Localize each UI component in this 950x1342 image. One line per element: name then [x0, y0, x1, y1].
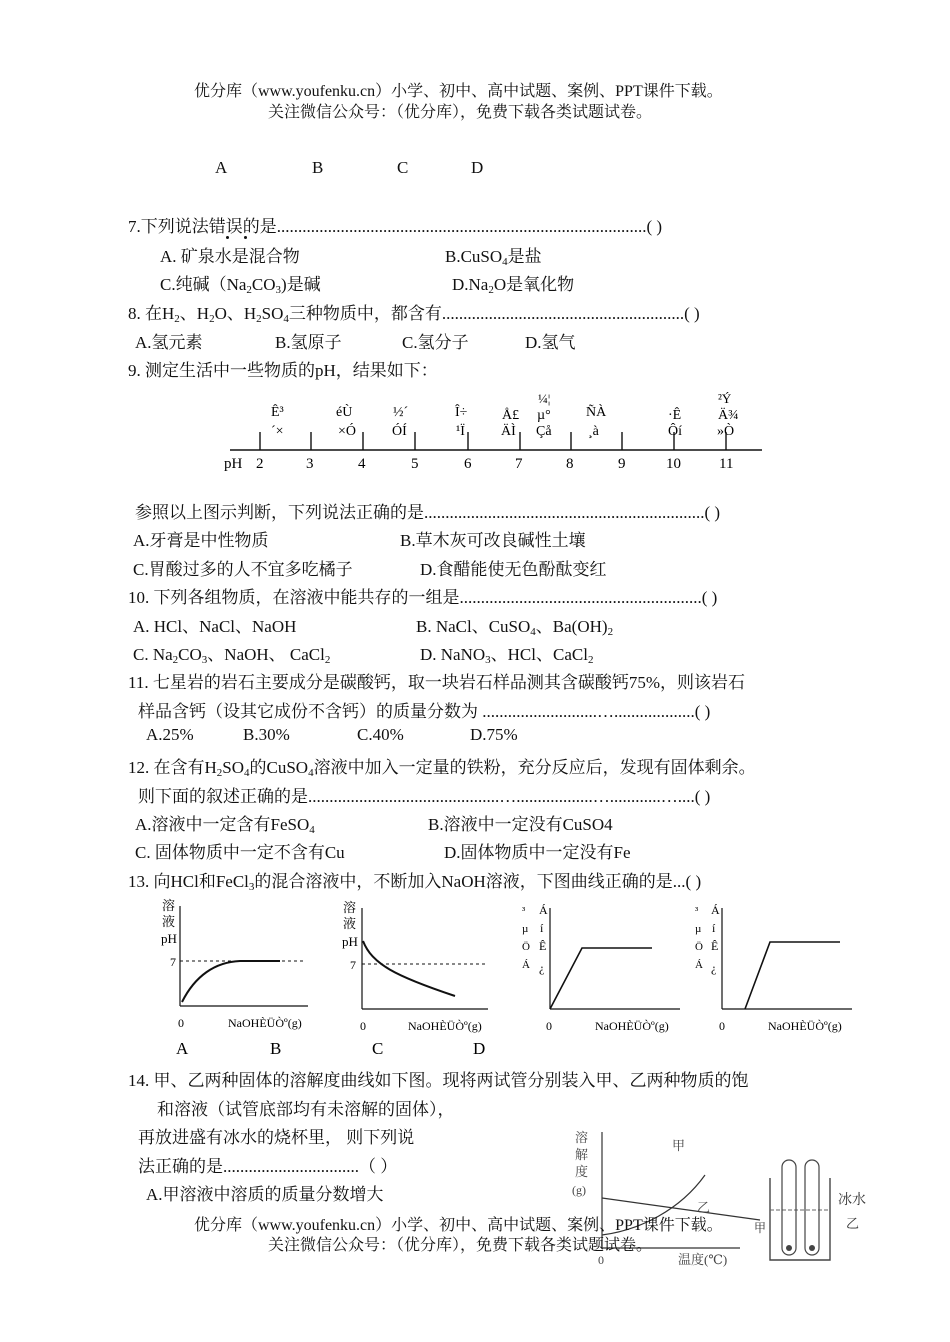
- q7-option-a: A. 矿泉水是混合物: [160, 247, 300, 266]
- graph-b-zero: 0: [360, 1019, 366, 1033]
- graph-c-ylabel: Ê: [539, 939, 547, 953]
- q9-option-b: B.草木灰可改良碱性土壤: [400, 531, 586, 550]
- ph-item-label: »Ò: [717, 424, 735, 439]
- emphasis-dot: [226, 236, 229, 239]
- graph-c-ylabel: ³: [522, 905, 526, 917]
- ph-tick-label: 8: [566, 456, 574, 472]
- ph-item-label: ¸à: [588, 424, 599, 439]
- graph-b-xlabel: NaOHÈÜÒº(g): [408, 1019, 482, 1033]
- ph-tick-label: 7: [515, 456, 523, 472]
- graph-c-ylabel: Á: [539, 903, 548, 917]
- ph-item-label: ÓÍ: [392, 424, 407, 439]
- q11-line2: 样品含钙（设其它成份不含钙）的质量分数为 ...........................…...................( ): [138, 702, 711, 721]
- ph-item-label: ²Ý: [718, 391, 732, 406]
- ph-item-label: Î÷: [455, 405, 468, 420]
- graph-d-ylabel: Ê: [711, 939, 719, 953]
- graph-c-label: D: [473, 1039, 486, 1058]
- q7-stem: 7.下列说法错误的是.......................................................................................( ): [128, 217, 663, 236]
- footer-line2: 关注微信公众号：（优分库），免费下载各类试题试卷。: [268, 1237, 653, 1254]
- graph-c-xlabel: NaOHÈÜÒº(g): [595, 1019, 669, 1033]
- solid-yi: [809, 1245, 815, 1251]
- graph-d-xlabel: NaOHÈÜÒº(g): [768, 1019, 842, 1033]
- graph-b-curve: [363, 941, 455, 996]
- q12-option-d: D.固体物质中一定没有Fe: [444, 843, 631, 862]
- ph-item-label: Çå: [536, 424, 552, 439]
- graph-d-ylabel: Á: [711, 903, 720, 917]
- graph-b-ylabel: 液: [343, 916, 357, 931]
- curve-label-jia: 甲: [672, 1138, 686, 1153]
- q12-option-b: B.溶液中一定没有CuSO4: [428, 815, 613, 834]
- q9-option-c: C.胃酸过多的人不宜多吃橘子: [133, 560, 353, 579]
- ph-tick-label: 6: [464, 456, 472, 472]
- q12-line2: 则下面的叙述正确的是.............................................…..................…............…....( ): [138, 787, 711, 806]
- q8-option-b: B.氢原子: [275, 333, 342, 352]
- q8-option-c: C.氢分子: [402, 333, 469, 352]
- ph-ticks: [260, 432, 726, 450]
- graph-c-ylabel: µ: [522, 923, 529, 935]
- solubility-xlabel: 温度(℃): [678, 1252, 728, 1267]
- ph-item-label: ÑÀ: [586, 405, 607, 420]
- q8-option-a: A.氢元素: [135, 333, 203, 352]
- q13-graphs: [0, 896, 950, 1061]
- q8-option-d: D.氢气: [525, 333, 576, 352]
- q12-option-a: A.溶液中一定含有FeSO$_4$: [135, 815, 315, 836]
- q14-option-a: A.甲溶液中溶质的质量分数增大: [146, 1185, 384, 1204]
- ph-item-label: ½´: [393, 405, 409, 420]
- solubility-zero: 0: [598, 1253, 604, 1267]
- ph-axis-label: pH: [224, 456, 243, 472]
- graph-a-ylabel: pH: [161, 931, 177, 946]
- top-label-b: B: [312, 158, 324, 177]
- graph-a-zero: 0: [178, 1016, 184, 1030]
- graph-d-zero: 0: [719, 1019, 725, 1033]
- q13-stem: 13. 向HCl和FeCl$_3$的混合溶液中，不断加入NaOH溶液，下图曲线正确的是...( ): [128, 872, 702, 893]
- ph-item-label: ¹Ï: [456, 424, 465, 439]
- q11-option-d: D.75%: [470, 725, 518, 744]
- graph-d-ylabel: ³: [695, 905, 699, 917]
- tube-label-yi: 乙: [846, 1216, 860, 1231]
- graph-b-ylabel: pH: [342, 934, 358, 949]
- graph-d-ylabel: µ: [695, 923, 702, 935]
- test-tube-yi: [805, 1160, 819, 1255]
- graph-label-b: B: [270, 1039, 282, 1058]
- beaker-illustration: [754, 1160, 866, 1260]
- ph-item-label: µ°: [537, 408, 551, 423]
- ph-tick-label: 5: [411, 456, 419, 472]
- top-label-d: D: [471, 158, 484, 177]
- q10-option-c: C. $Na_2CO_3$、NaOH、 CaCl$_2$: [133, 645, 331, 666]
- graph-d: [695, 903, 852, 1033]
- ph-item-label: Å£: [502, 408, 520, 423]
- beaker: [770, 1178, 830, 1260]
- solubility-ylabel: 度: [575, 1164, 589, 1179]
- test-tube-jia: [782, 1160, 796, 1255]
- ph-item-label: ×Ó: [338, 424, 357, 439]
- q7-option-d: $D.Na_2O$是氧化物: [452, 275, 575, 296]
- footer-line1: 优分库（www.youfenku.cn）小学、初中、高中试题、案例、PPT课件下载。: [194, 1217, 723, 1234]
- q10-option-d: D. NaNO$_3$、HCl、CaCl$_2$: [420, 645, 594, 666]
- ph-item-label: ·Ê: [668, 408, 682, 423]
- q12-line1: 12. 在含有$H_2SO_4$的CuSO$_4$溶液中加入一定量的铁粉，充分反应后，发现有固体剩余。: [128, 758, 756, 779]
- graph-b-seven: 7: [350, 958, 356, 972]
- graph-d-ylabel: í: [712, 921, 716, 935]
- graph-b-ylabel: 溶: [343, 900, 357, 915]
- header-line1: 优分库（www.youfenku.cn）小学、初中、高中试题、案例、PPT课件下载。: [194, 83, 723, 100]
- graph-a-label: A: [176, 1039, 189, 1058]
- q9-judge-stem: 参照以上图示判断，下列说法正确的是..................................................................( ): [135, 503, 721, 522]
- ph-tick-label: 3: [306, 456, 314, 472]
- graph-d-ylabel: Ö: [695, 941, 703, 953]
- graph-a-curve: [182, 961, 280, 1002]
- ice-water-label: 冰水: [838, 1193, 866, 1208]
- graph-a-ylabel: 溶: [162, 898, 176, 913]
- ph-tick-label: 11: [719, 456, 734, 472]
- graph-c-ylabel: ¿: [539, 961, 545, 975]
- curve-label-yi: 乙: [697, 1200, 711, 1215]
- top-label-c: C: [397, 158, 409, 177]
- ph-tick-label: 10: [666, 456, 681, 472]
- graph-a-ylabel: 液: [162, 914, 176, 929]
- ph-item-label: Ê³: [271, 405, 284, 420]
- q11-line1: 11. 七星岩的岩石主要成分是碳酸钙，取一块岩石样品测其含碳酸钙75%，则该岩石: [128, 673, 746, 692]
- solubility-ylabel: (g): [572, 1183, 586, 1197]
- graph-c-ylabel: Á: [522, 959, 530, 971]
- graph-d-ylabel: ¿: [711, 961, 717, 975]
- q7-option-c: C.纯碱$(Na_2CO_3)$是碱: [160, 275, 321, 296]
- q14-line3: 再放进盛有冰水的烧杯里， 则下列说: [138, 1128, 415, 1147]
- q9-option-d: D.食醋能使无色酚酞变红: [420, 560, 607, 579]
- ph-item-label: ¼¦: [538, 391, 551, 406]
- solid-jia: [786, 1245, 792, 1251]
- ph-item-label: ÄÌ: [501, 424, 516, 439]
- ph-item-label: Ôí: [668, 424, 682, 439]
- ph-item-label: Ä¾: [718, 408, 739, 423]
- graph-c-zero: 0: [546, 1019, 552, 1033]
- ph-item-label: ´×: [271, 424, 284, 439]
- q12-option-c: C. 固体物质中一定不含有Cu: [135, 843, 345, 862]
- graph-a-xlabel: NaOHÈÜÒº(g): [228, 1016, 302, 1030]
- header-line2: 关注微信公众号：（优分库），免费下载各类试题试卷。: [268, 104, 653, 121]
- graph-a: [161, 898, 308, 1058]
- graph-b: [270, 900, 488, 1058]
- q10-option-b: B. NaCl、CuSO$_4$、$Ba(OH)_2$: [416, 617, 614, 638]
- tube-label-jia: 甲: [754, 1221, 767, 1235]
- graph-c-ylabel: Ö: [522, 941, 530, 953]
- q10-stem: 10. 下列各组物质，在溶液中能共存的一组是.........................................................( ): [128, 588, 718, 607]
- graph-c: [473, 903, 680, 1058]
- graph-b-label: C: [372, 1039, 384, 1058]
- ph-tick-label: 2: [256, 456, 264, 472]
- q8-stem: 8. 在$H_2$、$H_2O$、$H_2SO_4$三种物质中，都含有.........................................................( ): [128, 304, 700, 325]
- ph-tick-label: 4: [358, 456, 366, 472]
- ph-item-label: éÙ: [336, 405, 353, 420]
- graph-d-curve: [745, 942, 840, 1009]
- graph-d-ylabel: Á: [695, 959, 703, 971]
- q11-option-b: B.30%: [243, 725, 290, 744]
- graph-c-ylabel: í: [540, 921, 544, 935]
- q11-option-c: C.40%: [357, 725, 404, 744]
- q14-line2: 和溶液（试管底部均有未溶解的固体），: [157, 1100, 455, 1119]
- ph-tick-label: 9: [618, 456, 626, 472]
- top-label-a: A: [215, 158, 228, 177]
- ph-scale-diagram: [0, 385, 950, 480]
- solubility-ylabel: 解: [575, 1147, 589, 1162]
- solubility-ylabel: 溶: [575, 1130, 589, 1145]
- q7-option-b: B.CuSO$_4$是盐: [445, 247, 542, 268]
- q11-option-a: A.25%: [146, 725, 194, 744]
- graph-a-seven: 7: [170, 955, 176, 969]
- emphasis-dot: [244, 236, 247, 239]
- q9-option-a: A.牙膏是中性物质: [133, 531, 269, 550]
- q10-option-a: A. HCl、NaCl、NaOH: [133, 617, 297, 636]
- q14-line4: 法正确的是................................（ ）: [138, 1157, 398, 1176]
- q14-line1: 14. 甲、乙两种固体的溶解度曲线如下图。现将两试管分别装入甲、乙两种物质的饱: [128, 1071, 749, 1090]
- q9-stem: 9. 测定生活中一些物质的pH，结果如下：: [128, 361, 438, 380]
- graph-c-curve: [550, 948, 652, 1009]
